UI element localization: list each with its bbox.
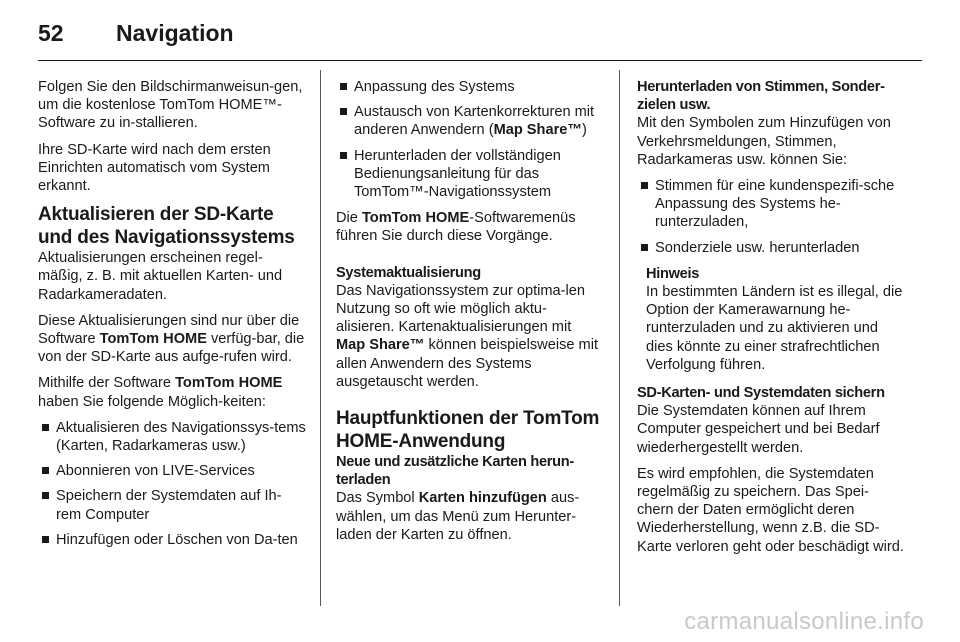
watermark-logo: carmanualsonline.info bbox=[684, 608, 924, 635]
download-voices-heading: Herunterladen von Stimmen, Sonder-zielen usw. bbox=[637, 79, 885, 114]
download-maps-paragraph: Das Symbol Karten hinzufügen aus-wählen, um das Menü zum Herunter-laden der Karten zu öffnen. bbox=[336, 490, 580, 543]
system-update-heading: Systemaktualisierung bbox=[336, 264, 481, 281]
list-item: Abonnieren von LIVE-Services bbox=[38, 462, 306, 480]
list-item: Speichern der Systemdaten auf Ih-rem Computer bbox=[38, 487, 306, 523]
list-item: Sonderziele usw. herunterladen bbox=[637, 239, 905, 257]
intro-paragraph: Folgen Sie den Bildschirmanweisun-gen, um die kostenlose TomTom HOME™-Software zu in-stallieren. bbox=[38, 79, 303, 132]
download-maps-heading: Neue und zusätzliche Karten herun-terladen bbox=[336, 454, 574, 489]
page-title: Navigation bbox=[116, 19, 234, 46]
options-paragraph: Mithilfe der Software TomTom HOME haben Sie folgende Möglich-keiten: bbox=[38, 375, 283, 410]
column-divider-2 bbox=[619, 70, 620, 606]
system-update-paragraph: Das Navigationssystem zur optima-len Nutzung so oft wie möglich aktu-alisieren. Kartenaktualisierungen mit Map Share™ können beispielsweise mit allen Anwendern des Systems ausgetauscht werden. bbox=[336, 282, 598, 390]
update-heading: Aktualisieren der SD-Karte und des Navigationssystems bbox=[38, 204, 295, 249]
page-header bbox=[38, 18, 234, 48]
backup-heading: SD-Karten- und Systemdaten sichern bbox=[637, 385, 885, 402]
header-rule bbox=[38, 60, 922, 61]
note-text: In bestimmten Ländern ist es illegal, die Option der Kamerawarnung he-runterzuladen und zu aktivieren und dies könnte zu einer strafrechtlichen Verfolgung führen. bbox=[646, 284, 903, 373]
voices-list bbox=[637, 177, 905, 257]
column-2 bbox=[336, 78, 604, 552]
options-list bbox=[38, 419, 306, 549]
note-box bbox=[637, 265, 905, 374]
note-title: Hinweis bbox=[646, 265, 700, 282]
list-item: Hinzufügen oder Löschen von Da-ten bbox=[38, 531, 306, 549]
column-1 bbox=[38, 78, 306, 557]
updates-paragraph: Aktualisierungen erscheinen regel-mäßig, z. B. mit aktuellen Karten- und Radarkameradaten. bbox=[38, 250, 283, 303]
column-divider-1 bbox=[320, 70, 321, 606]
menus-paragraph: Die TomTom HOME-Softwaremenüs führen Sie durch diese Vorgänge. bbox=[336, 210, 576, 245]
page-number: 52 bbox=[38, 19, 64, 46]
main-functions-heading: Hauptfunktionen der TomTom HOME-Anwendung bbox=[336, 408, 600, 453]
list-item: Aktualisieren des Navigationssys-tems (Karten, Radarkameras usw.) bbox=[38, 419, 306, 455]
recommendation-paragraph: Es wird empfohlen, die Systemdaten regelmäßig zu speichern. Das Spei-chern der Daten ermöglicht deren Wiederherstellung, wenn z.B. die SD-Karte verloren geht oder beschädigt wird. bbox=[637, 465, 904, 555]
list-item: Herunterladen der vollständigen Bedienungsanleitung für das TomTom™-Navigationssystem bbox=[336, 147, 604, 202]
list-item: Austausch von Kartenkorrekturen mit anderen Anwendern (Map Share™) bbox=[336, 103, 604, 139]
software-paragraph: Diese Aktualisierungen sind nur über die Software TomTom HOME verfüg-bar, die von der SD-Karte aus aufge-rufen wird. bbox=[38, 312, 305, 366]
options-list-continued bbox=[336, 78, 604, 201]
column-3 bbox=[637, 78, 905, 564]
voices-paragraph: Mit den Symbolen zum Hinzufügen von Verkehrsmeldungen, Stimmen, Radarkameras usw. können Sie: bbox=[637, 115, 891, 168]
backup-paragraph: Die Systemdaten können auf Ihrem Computer gespeichert und bei Bedarf wiederhergestellt werden. bbox=[637, 403, 880, 456]
list-item: Stimmen für eine kundenspezifi-sche Anpassung des Systems he-runterzuladen, bbox=[637, 177, 905, 232]
sd-card-paragraph: Ihre SD-Karte wird nach dem ersten Einrichten automatisch vom System erkannt. bbox=[38, 141, 271, 195]
list-item: Anpassung des Systems bbox=[336, 78, 604, 96]
